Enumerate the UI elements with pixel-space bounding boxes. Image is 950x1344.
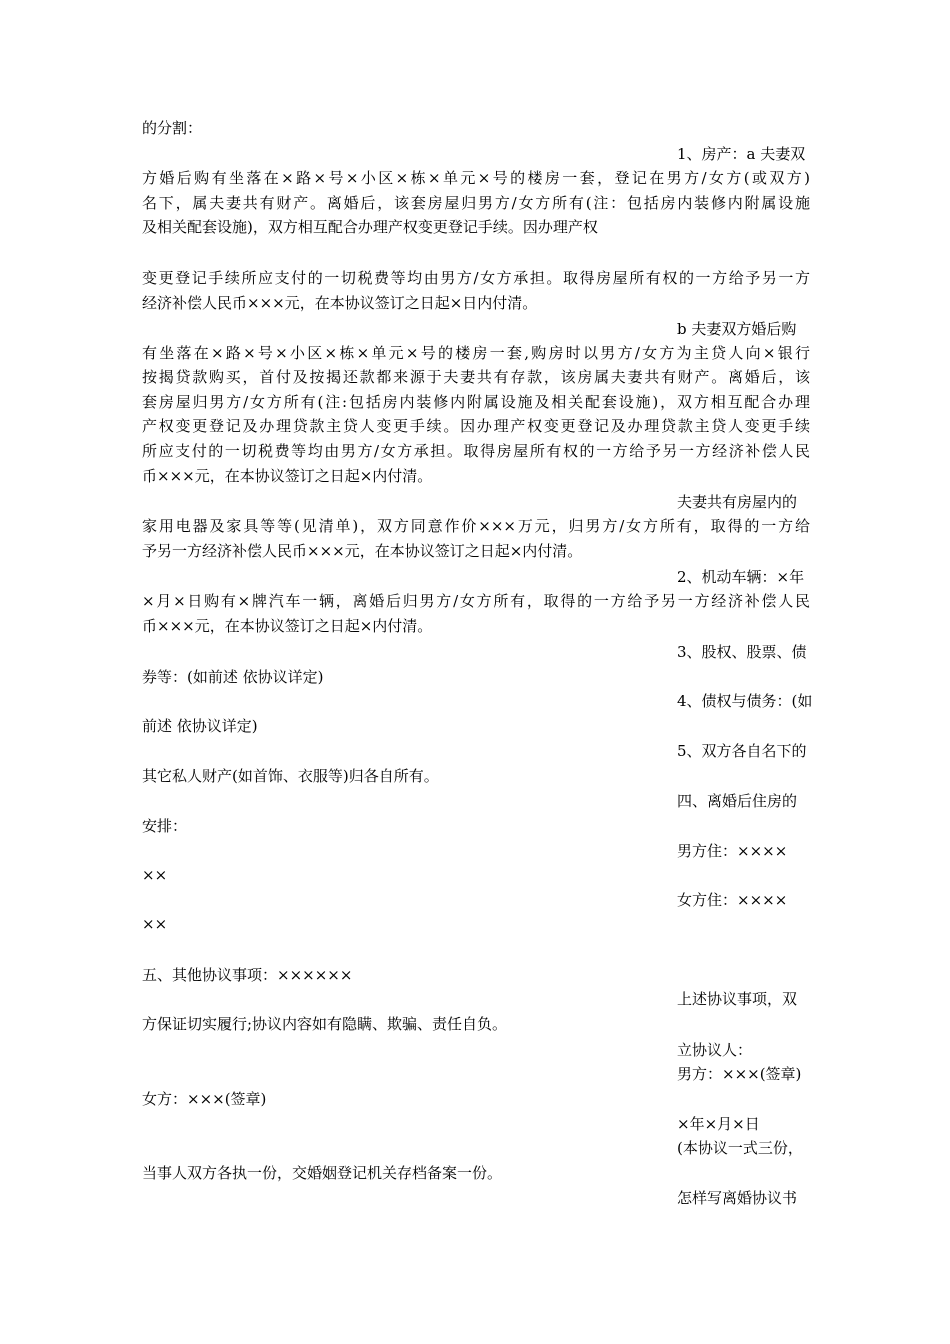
- text-line: b 夫妻双方婚后购: [677, 320, 797, 338]
- text-line: 怎样写离婚协议书: [677, 1189, 798, 1207]
- text-line: ××: [142, 915, 168, 933]
- text-line: 前述 依协议详定): [142, 717, 258, 735]
- text-line: 五、其他协议事项：××××××: [142, 966, 353, 984]
- text-line: 予另一方经济补偿人民币×××元，在本协议签订之日起×内付清。: [142, 542, 583, 560]
- text-line: 有坐落在×路×号×小区×栋×单元×号的楼房一套,购房时以男方/女方为主贷人向×银行: [142, 344, 810, 362]
- text-line: ×月×日购有×牌汽车一辆，离婚后归男方/女方所有，取得的一方给予另一方经济补偿人民: [142, 592, 810, 610]
- text-line: 2、机动车辆：×年: [677, 568, 805, 586]
- text-line: 所应支付的一切税费等均由男方/女方承担。取得房屋所有权的一方给予另一方经济补偿人民: [142, 442, 810, 460]
- text-line: 四、离婚后住房的: [677, 792, 798, 810]
- text-line: 女方住：××××: [677, 891, 788, 909]
- text-line: 的分割：: [142, 119, 203, 137]
- text-line: 其它私人财产(如首饰、衣服等)归各自所有。: [142, 767, 439, 785]
- text-line: 及相关配套设施)，双方相互配合办理产权变更登记手续。因办理产权: [142, 218, 598, 236]
- text-line: 方保证切实履行;协议内容如有隐瞒、欺骗、责任自负。: [142, 1015, 508, 1033]
- text-line: 按揭贷款购买，首付及按揭还款都来源于夫妻共有存款，该房属夫妻共有财产。离婚后，该: [142, 368, 810, 386]
- text-line: 立协议人：: [677, 1041, 753, 1059]
- text-line: 1、房产：a 夫妻双: [677, 145, 806, 163]
- text-line: 夫妻共有房屋内的: [677, 493, 798, 511]
- text-line: 方婚后购有坐落在×路×号×小区×栋×单元×号的楼房一套，登记在男方/女方(或双方): [142, 169, 810, 187]
- text-line: 安排：: [142, 817, 188, 835]
- text-line: 当事人双方各执一份，交婚姻登记机关存档备案一份。: [142, 1164, 503, 1182]
- text-line: 名下，属夫妻共有财产。离婚后，该套房屋归男方/女方所有(注：包括房内装修内附属设施: [142, 194, 810, 212]
- text-line: ××: [142, 866, 168, 884]
- text-line: 券等：(如前述 依协议详定): [142, 668, 324, 686]
- text-line: 套房屋归男方/女方所有(注:包括房内装修内附属设施及相关配套设施)，双方相互配合办理: [142, 393, 810, 411]
- text-line: 经济补偿人民币×××元，在本协议签订之日起×日内付清。: [142, 294, 538, 312]
- text-line: 5、双方各自名下的: [677, 742, 807, 760]
- text-line: 男方：×××(签章): [677, 1065, 802, 1083]
- text-line: 变更登记手续所应支付的一切税费等均由男方/女方承担。取得房屋所有权的一方给予另一方: [142, 269, 810, 287]
- text-line: 币×××元，在本协议签订之日起×内付清。: [142, 467, 433, 485]
- text-line: ×年×月×日: [677, 1115, 760, 1133]
- text-line: 男方住：××××: [677, 842, 788, 860]
- text-line: 3、股权、股票、债: [677, 643, 807, 661]
- text-line: 女方：×××(签章): [142, 1090, 267, 1108]
- text-line: 币×××元，在本协议签订之日起×内付清。: [142, 617, 433, 635]
- text-line: 家用电器及家具等等(见清单)，双方同意作价×××万元，归男方/女方所有，取得的一方给: [142, 517, 810, 535]
- text-line: 上述协议事项，双: [677, 990, 798, 1008]
- text-line: 产权变更登记及办理贷款主贷人变更手续。因办理产权变更登记及办理贷款主贷人变更手续: [142, 417, 810, 435]
- text-line: (本协议一式三份，: [677, 1139, 803, 1157]
- text-line: 4、债权与债务：(如: [677, 692, 813, 710]
